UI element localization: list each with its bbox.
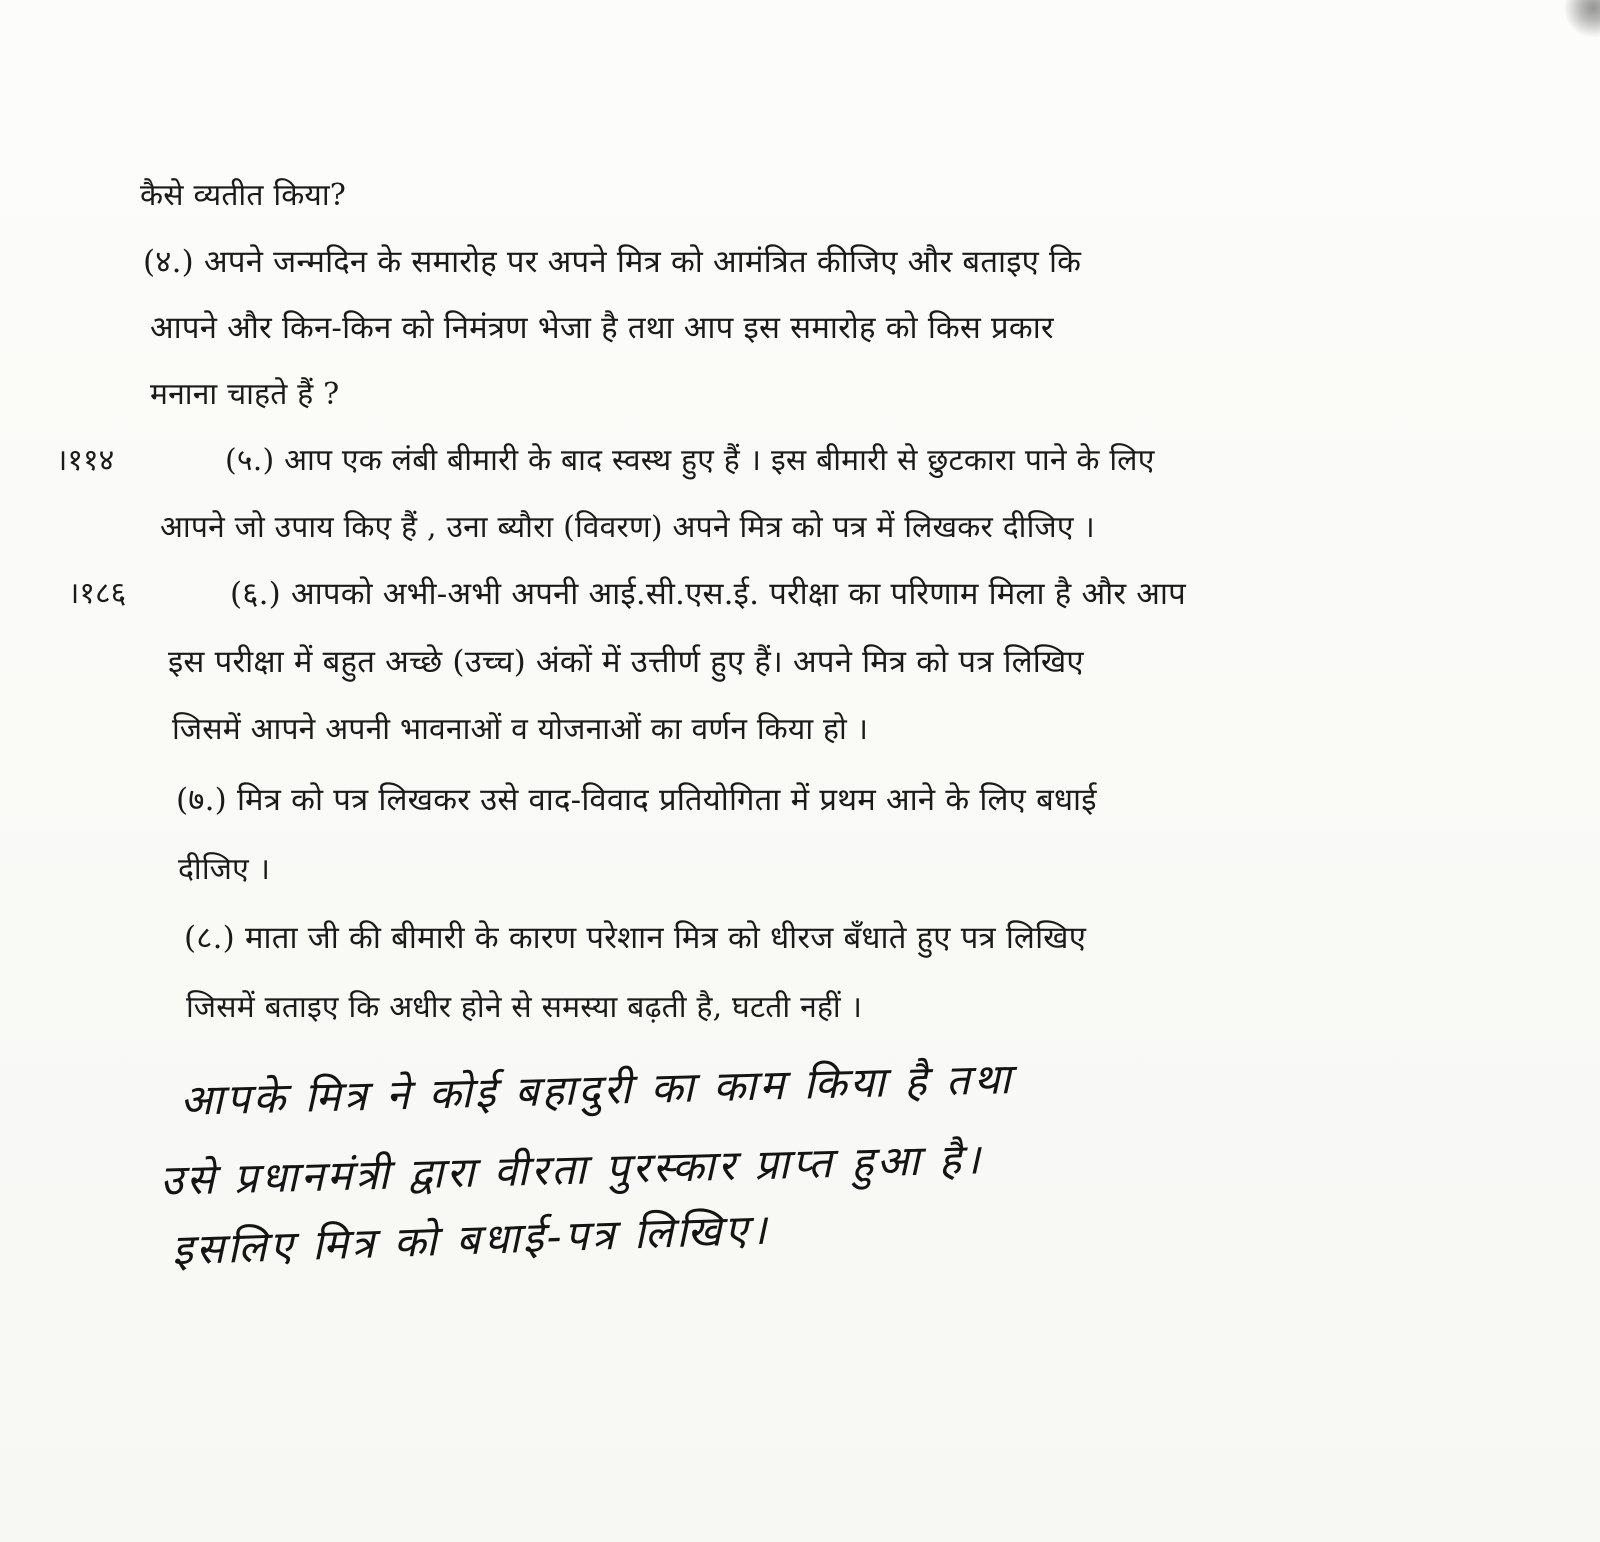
printed-line-q4-3: मनाना चाहते हैं ? xyxy=(150,377,340,412)
printed-line-q3-end: कैसे व्यतीत किया? xyxy=(140,178,347,213)
printed-line-q4-2: आपने और किन-किन को निमंत्रण भेजा है तथा आप इस समारोह को किस प्रकार xyxy=(150,310,1054,346)
printed-line-q4-1: (४.) अपने जन्मदिन के समारोह पर अपने मित्र को आमंत्रित कीजिए और बताइए कि xyxy=(143,244,1082,280)
page-corner-fold xyxy=(1556,0,1600,40)
margin-note-q5-year: ।११४ xyxy=(56,443,115,478)
printed-line-q5-2: आपने जो उपाय किए हैं , उना ब्यौरा (विवरण) अपने मित्र को पत्र में लिखकर दीजिए । xyxy=(160,510,1095,545)
printed-line-q8-1: (८.) माता जी की बीमारी के कारण परेशान मित्र को धीरज बँधाते हुए पत्र लिखिए xyxy=(184,920,1087,956)
margin-note-q6-year: ।१८६ xyxy=(68,576,127,611)
handwritten-line-2: उसे प्रधानमंत्री द्वारा वीरता पुरस्कार प्राप्त हुआ है। xyxy=(159,1134,984,1205)
printed-line-q6-3: जिसमें आपने अपनी भावनाओं व योजनाओं का वर्णन किया हो । xyxy=(172,712,869,747)
printed-line-q7-2: दीजिए । xyxy=(178,852,271,887)
handwritten-line-1: आपके मित्र ने कोई बहादुरी का काम किया है तथा xyxy=(179,1054,1015,1125)
printed-line-q5-1: (५.) आप एक लंबी बीमारी के बाद स्वस्थ हुए हैं । इस बीमारी से छुटकारा पाने के लिए xyxy=(225,443,1155,478)
printed-line-q7-1: (७.) मित्र को पत्र लिखकर उसे वाद-विवाद प्रतियोगिता में प्रथम आने के लिए बधाई xyxy=(176,782,1097,818)
printed-line-q6-2: इस परीक्षा में बहुत अच्छे (उच्च) अंकों में उत्तीर्ण हुए हैं। अपने मित्र को पत्र लिखिए xyxy=(168,644,1084,680)
printed-line-q8-2: जिसमें बताइए कि अधीर होने से समस्या बढ़ती है, घटती नहीं । xyxy=(186,990,863,1025)
handwritten-line-3: इसलिए मित्र को बधाई-पत्र लिखिए। xyxy=(171,1204,771,1275)
printed-line-q6-1: (६.) आपको अभी-अभी अपनी आई.सी.एस.ई. परीक्षा का परिणाम मिला है और आप xyxy=(230,576,1186,612)
